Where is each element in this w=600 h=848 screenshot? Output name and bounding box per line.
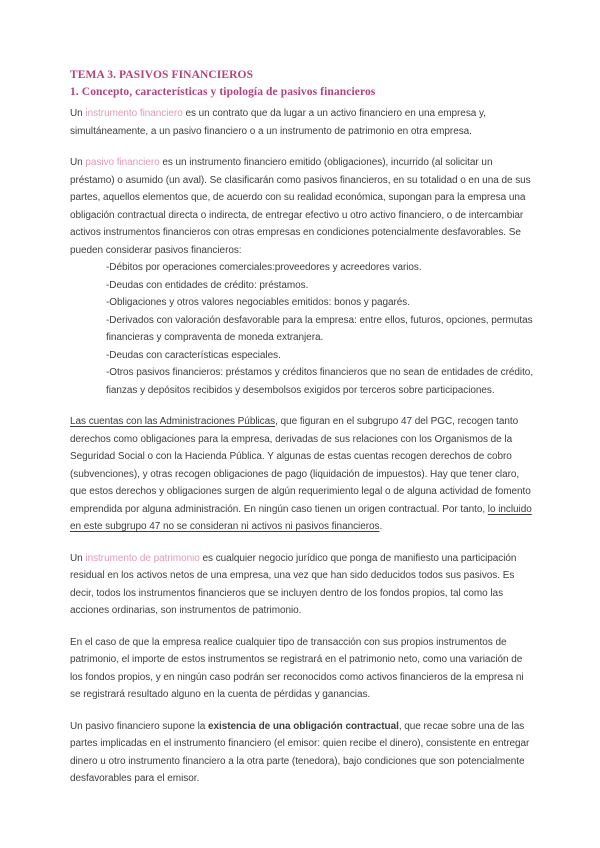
text-run: . (379, 521, 383, 532)
list-item-deudas-credito: -Deudas con entidades de crédito: préstamos. (106, 279, 309, 291)
term-pasivo-financiero: pasivo financiero (85, 157, 160, 168)
paragraph-obligacion-contractual (70, 718, 534, 788)
term-instrumento-patrimonio: instrumento de patrimonio (85, 552, 200, 564)
list-item-otros-pasivos: -Otros pasivos financieros: préstamos y créditos financieros que no sean de entidades de crédito, fianzas y depósitos recibidos y desembolsos exigidos por terceros sobre participaciones. (106, 367, 534, 396)
paragraph-administraciones-publicas (70, 413, 534, 536)
list-item-derivados: -Derivados con valoración desfavorable para la empresa: entre ellos, futuros, opciones, permutas financieras y compraventa de moneda extranjera. (106, 314, 533, 343)
text-run: En el caso de que la empresa realice cualquier tipo de transacción con sus propios instrumentos de patrimonio, el importe de estos instrumentos se registrará en el patrimonio neto, como una variación de los fondos propios, y en ningún caso podrán ser reconocidos como activos financieros de la empresa ni se registrará resultado alguno en la cuenta de pérdidas y ganancias. (70, 636, 524, 700)
list-item-deudas-especiales: -Deudas con características especiales. (106, 349, 281, 361)
paragraph-transaccion-propios-instrumentos (70, 634, 534, 704)
list-item-obligaciones: -Obligaciones y otros valores negociables emitidos: bonos y pagarés. (106, 297, 410, 308)
underlined-run: lo incluido en este subgrupo 47 no se consideran ni activos ni pasivos financieros (70, 503, 532, 532)
text-run: Un (70, 157, 86, 168)
doc-section-heading: 1. Concepto, características y tipología de pasivos financieros (70, 86, 376, 98)
text-run: , que recae sobre una de las partes implicadas en el instrumento financiero (el emisor: quien recibe el dinero), consistente en entregar dinero u otro instrumento financiero a la otra parte (tenedora), bajo condiciones que son potencialmente desfavorables para el emisor. (70, 720, 530, 784)
text-run: es cualquier negocio jurídico que ponga de manifiesto una participación residual en los activos netos de una empresa, una vez que han sido deducidos todos sus pasivos. Es decir, todos los instrumentos financieros que se incluyen dentro de los fondos propios, tal como las acciones ordinarias, son instrumentos de patrimonio. (70, 552, 517, 616)
underlined-run: Las cuentas con las Administraciones Públicas (70, 416, 276, 427)
text-run: Un (70, 552, 86, 564)
bold-run: existencia de una obligación contractual (207, 720, 399, 732)
text-run: es un instrumento financiero emitido (obligaciones), incurrido (al solicitar un préstamo) o asumido (un aval). Se clasificarán como pasivos financieros, en su totalidad o en una de sus partes, aquellos elementos que, de acuerdo con su realidad económica, supongan para la empresa una obligación contractual directa o indirecta, de entregar efectivo u otro activo financiero, o de intercambiar activos instrumentos financieros con otras empresas en condiciones potencialmente desfavorables. Se pueden considerar pasivos financieros: (70, 157, 531, 256)
term-instrumento-financiero: instrumento financiero (85, 108, 183, 119)
text-run: , que figuran en el subgrupo 47 del PGC, recogen tanto derechos como obligaciones para la empresa, derivadas de sus relaciones con los Organismos de la Seguridad Social o con la Hacienda Pública. Y algunas de estas cuentas recogen derechos de cobro (subvenciones), y otras recogen obligaciones de pago (liquidación de impuestos). Hay que tener claro, que estos derechos y obligaciones surgen de algún requerimiento legal o de alguna actividad de fomento emprendida por alguna administración. En ningún caso tienen un origen contractual. Por tanto, (70, 416, 531, 515)
doc-title: TEMA 3. PASIVOS FINANCIEROS (70, 69, 254, 81)
paragraph-instrumento-financiero (70, 105, 534, 140)
paragraph-pasivo-financiero (70, 154, 534, 259)
paragraph-instrumento-patrimonio (70, 550, 534, 620)
text-run: Un pasivo financiero supone la (70, 720, 208, 732)
text-run: Un (70, 108, 86, 119)
list-item-debitos: -Débitos por operaciones comerciales:proveedores y acreedores varios. (106, 262, 422, 273)
pasivos-financieros-list (70, 259, 534, 399)
text-run: es un contrato que da lugar a un activo financiero en una empresa y, simultáneamente, a un pasivo financiero o a un instrumento de patrimonio en otra empresa. (70, 108, 486, 137)
